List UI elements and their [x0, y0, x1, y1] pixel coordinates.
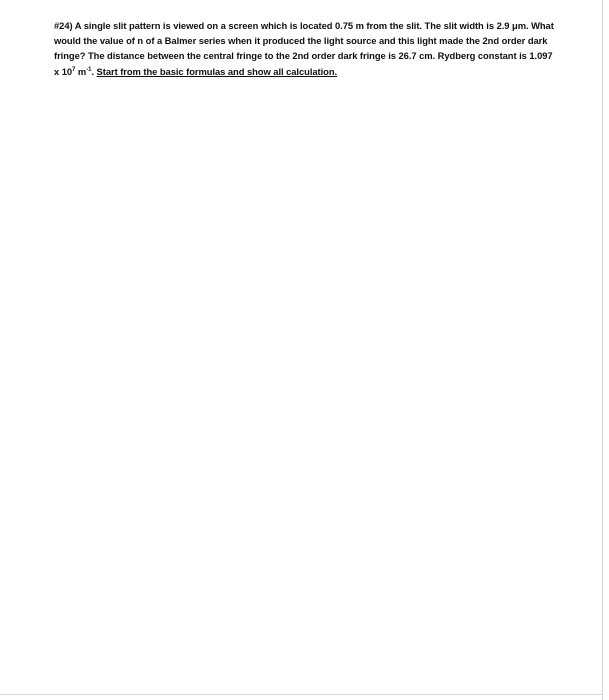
page-edge-right [602, 0, 603, 700]
rydberg-exponent: 7 [72, 66, 76, 73]
rydberg-unit-exponent: -1 [86, 66, 92, 73]
question-punctuation: . [91, 65, 97, 77]
question-text [54, 18, 554, 79]
rydberg-unit: m [75, 65, 87, 77]
page-edge-bottom [0, 694, 603, 695]
instruction-text: Start from the basic formulas and show all calculation. [96, 65, 338, 77]
question-body: #24) A single slit pattern is viewed on a screen which is located 0.75 m from the slit. The slit width is 2.9 μm. What would the value of n of a Balmer series when it produced the light source and this light made the 2nd order dark fringe? The distance between the central fringe to the 2nd order dark fringe is 26.7 cm. Rydberg constant is 1.097 x 10 [54, 20, 554, 77]
